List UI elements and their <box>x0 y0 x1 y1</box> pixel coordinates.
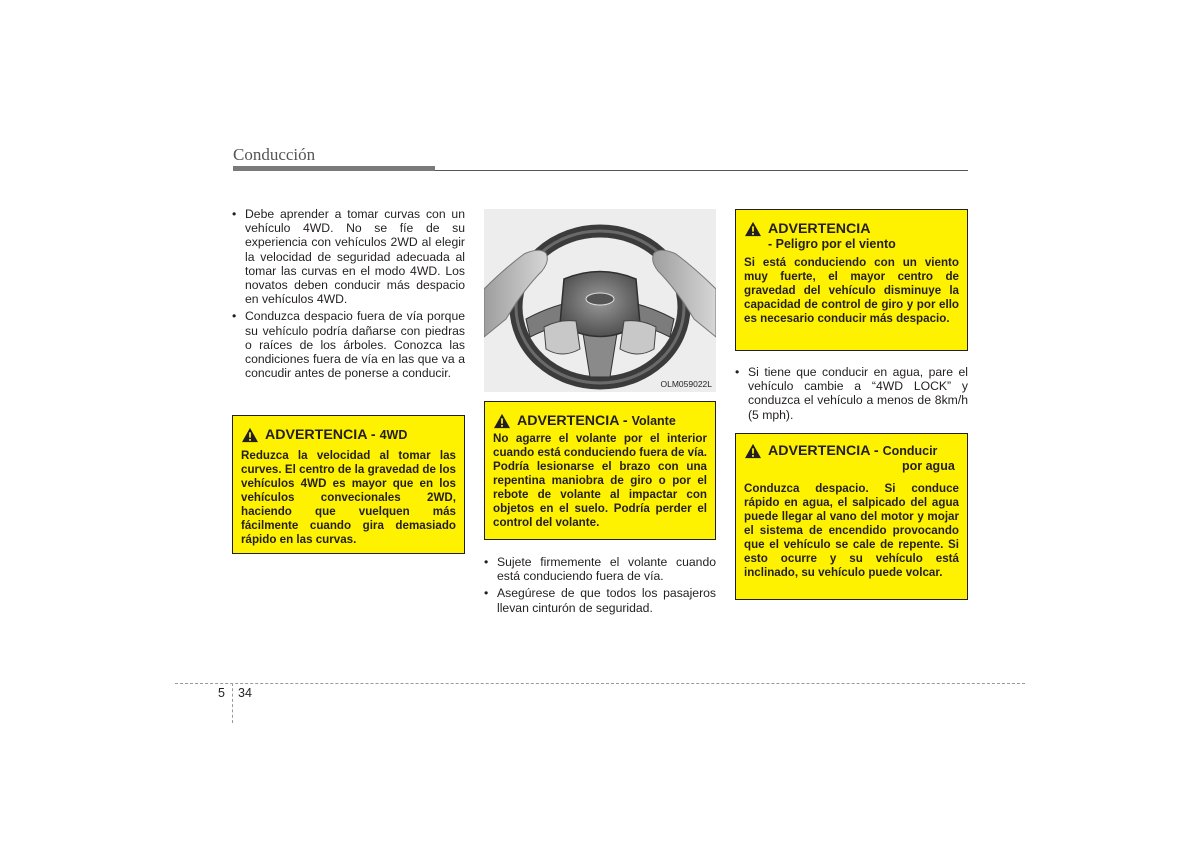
bullet-item: • Asegúrese de que todos los pasajeros llevan cinturón de seguridad. <box>484 586 716 614</box>
warning-triangle-icon <box>744 443 762 459</box>
steering-wheel-illustration <box>484 209 716 392</box>
warning-title: ADVERTENCIA - <box>517 413 632 429</box>
warning-triangle-icon <box>241 427 259 443</box>
warning-subtitle: - Peligro por el viento <box>768 237 896 251</box>
warning-body: Conduzca despacio. Si conduce rápido en agua, el salpicado del agua puede llegar al vano del motor y mojar el sistema de encendido provocando que el vehículo se cale de repente. Si esto ocurre y su vehículo está inclinado, su vehículo puede volcar. <box>744 482 959 579</box>
bullet-item: • Conduzca despacio fuera de vía porque su vehículo podría dañarse con piedras o raíces de los árboles. Conozca las condiciones fuera de vía en las que va a concudir antes de ponerse a conducir. <box>232 309 465 380</box>
warning-title: ADVERTENCIA - <box>768 443 883 459</box>
bullet-list <box>232 207 465 380</box>
warning-box-volante <box>484 401 716 540</box>
warning-body: Reduzca la velocidad al tomar las curves. El centro de la gravedad de los vehículos 4WD es mayor que en los vehículos convecionales 2WD, haciendo que vuelquen más fácilmente cuando gira demasiado rápido en las curvas. <box>241 449 456 546</box>
warning-body: No agarre el volante por el interior cuando está conduciendo fuera de vía. Podría lesionarse el brazo con una repentina maniobra de giro o por el rebote de volante al impactar con objetos en el suelo. Podría perder el control del volante. <box>493 432 707 529</box>
warning-triangle-icon <box>493 413 511 429</box>
header-rule-thick <box>233 166 435 171</box>
bullet-item: • Si tiene que conducir en agua, pare el vehículo cambie a “4WD LOCK” y conduzca el vehículo a menos de 8km/h (5 mph). <box>735 365 968 422</box>
header-rule-thin <box>435 170 968 171</box>
page-number: 34 <box>238 686 252 700</box>
footer-divider <box>232 683 233 723</box>
bullet-list <box>484 555 716 615</box>
warning-title: ADVERTENCIA <box>768 221 871 237</box>
warning-subtitle: Conducir <box>882 444 938 458</box>
footer-rule <box>175 683 1025 684</box>
warning-subtitle-line2: por agua <box>902 459 955 473</box>
warning-triangle-icon <box>744 221 762 237</box>
steering-wheel-hands-illustration <box>484 209 716 392</box>
column-right-bullets <box>735 365 968 425</box>
warning-title: ADVERTENCIA - <box>265 427 380 443</box>
warning-body: Si está conduciendo con un viento muy fuerte, el mayor centro de gravedad del vehículo disminuye la capacidad de control de giro y por ello es necesario conducir más despacio. <box>744 256 959 325</box>
warning-box-viento <box>735 209 968 351</box>
column-left <box>232 207 465 383</box>
bullet-item: • Sujete firmemente el volante cuando está conduciendo fuera de vía. <box>484 555 716 583</box>
bullet-list <box>735 365 968 422</box>
section-title: Conducción <box>233 145 316 164</box>
image-code: OLM059022L <box>660 379 712 389</box>
warning-box-4wd <box>232 415 465 554</box>
bullet-item: • Debe aprender a tomar curvas con un vehículo 4WD. No se fíe de su experiencia con vehículos 2WD al elegir la velocidad de seguridad adecuada al tomar las curvas en el modo 4WD. Los novatos deben conducir más despacio en vehículos 4WD. <box>232 207 465 306</box>
warning-subtitle: 4WD <box>379 428 408 442</box>
chapter-number: 5 <box>218 686 225 700</box>
column-middle-bullets <box>484 555 716 618</box>
warning-box-agua <box>735 433 968 600</box>
warning-subtitle: Volante <box>631 414 676 428</box>
